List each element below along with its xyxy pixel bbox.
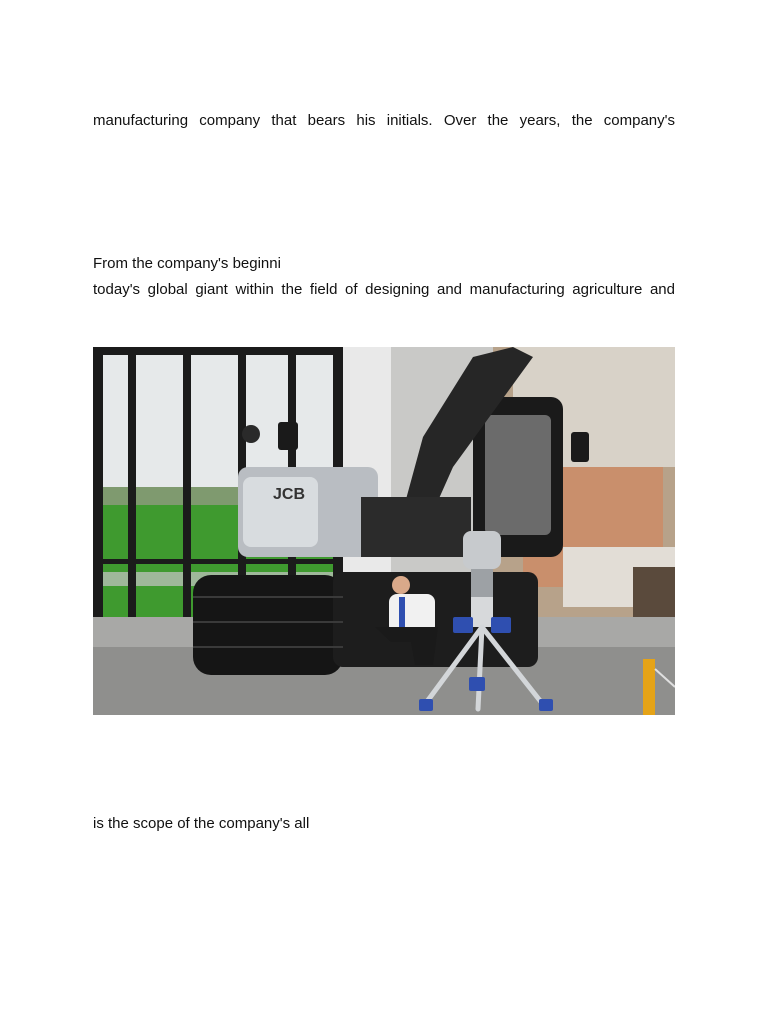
paragraph-line-3: today's global giant within the field of designing and manufacturing agriculture and bbox=[93, 281, 675, 298]
paragraph-line-2: From the company's beginni bbox=[93, 255, 281, 272]
jcb-logo: JCB bbox=[273, 486, 306, 503]
paragraph-line-1: manufacturing company that bears his initials. Over the years, the company's bbox=[93, 112, 675, 129]
excavator-photo bbox=[93, 347, 675, 715]
paragraph-line-4: is the scope of the company's all bbox=[93, 815, 310, 832]
